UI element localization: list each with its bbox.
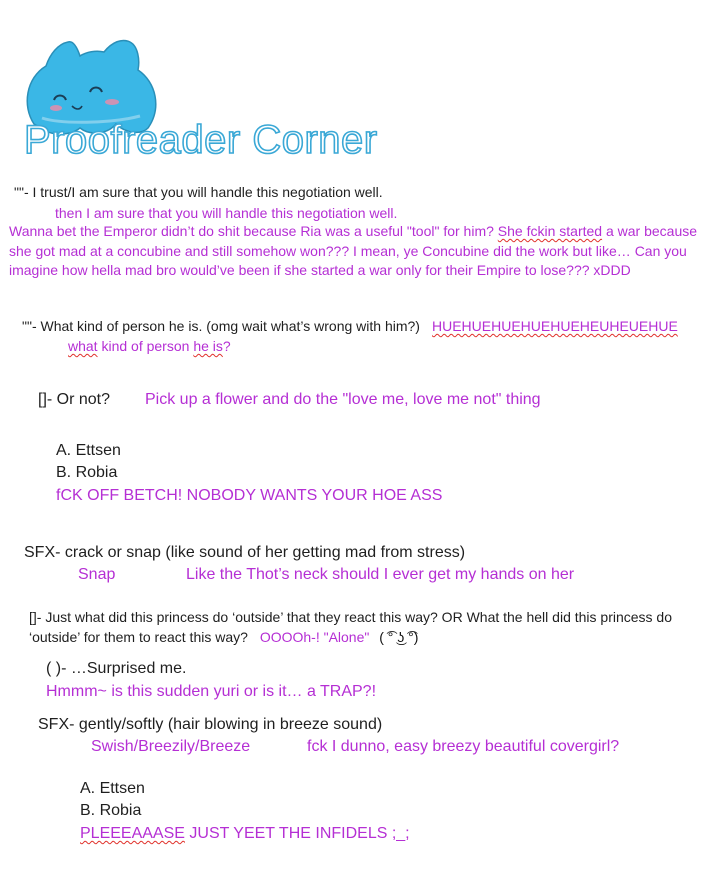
- comment-line-5: [186, 566, 574, 584]
- page-title: Proofreader Corner: [24, 118, 378, 162]
- comment-part-c: a war because she got mad at a concubine and still somehow won??? I mean, ye Concubine did the work but like… Can you imagine how hella mad bro would’ve been if she started a war only for their Empire to lose??? xDDD: [9, 223, 698, 278]
- comment-line-3: Pick up a flower and do the "love me, love me not" thing: [145, 391, 541, 408]
- laugh-comment: HUEHUEHUEHUEHUEHEUHEUEHUE: [432, 318, 678, 334]
- option-b-1: B. Robia: [56, 464, 118, 481]
- comment-line-6: OOOOh-! "Alone": [259, 629, 370, 645]
- lenny-face: ( ͡° ͜ʖ ͡°): [379, 629, 419, 645]
- fix-line-2: [68, 338, 231, 354]
- comment-9a: PLEEEAAASE: [80, 825, 185, 842]
- fix-part-a: what: [68, 338, 98, 354]
- comment-part-b: She fckin started: [497, 223, 603, 239]
- fix-line-5: Snap: [78, 566, 116, 583]
- original-line-2: ""- What kind of person he is. (omg wait what’s wrong with him?): [22, 318, 420, 334]
- comment-line-8: fck I dunno, easy breezy beautiful covergirl?: [307, 738, 620, 755]
- fix-part-b: kind of person: [97, 338, 194, 354]
- comment-line-7: Hmmm~ is this sudden yuri or is it… a TRAP?!: [46, 683, 377, 700]
- original-line-6b-row: [29, 629, 418, 645]
- original-line-8: SFX- gently/softly (hair blowing in breeze sound): [38, 716, 383, 733]
- comment-9b: JUST YEET THE INFIDELS ;_;: [184, 825, 410, 842]
- original-line-3: []- Or not?: [38, 391, 111, 408]
- original-line-6b: ‘outside’ for them to react this way?: [29, 629, 248, 645]
- comment-line-9: [80, 825, 410, 843]
- original-line-6a: []- Just what did this princess do ‘outside’ that they react this way? OR What the hell did this princess do: [29, 609, 673, 625]
- fix-part-d: ?: [222, 338, 231, 354]
- comment-paragraph-1: [9, 222, 713, 281]
- comment-line-4: fCK OFF BETCH! NOBODY WANTS YOUR HOE ASS: [56, 487, 443, 504]
- fix-part-c: he is: [193, 338, 223, 354]
- option-a-1: A. Ettsen: [56, 442, 121, 459]
- comment-part-a: Wanna bet the Emperor didn’t do shit because Ria was a useful "tool" for him?: [9, 223, 498, 239]
- comment-text-5: Like the Thot’s neck should I ever get my hands on her: [186, 566, 575, 583]
- option-b-2: B. Robia: [80, 802, 142, 819]
- fix-line-1: then I am sure that you will handle this negotiation well.: [55, 205, 398, 221]
- original-line-7: ( )- …Surprised me.: [46, 660, 187, 677]
- option-a-2: A. Ettsen: [80, 780, 145, 797]
- fix-line-8: Swish/Breezily/Breeze: [91, 738, 251, 755]
- original-line-1: ""- I trust/I am sure that you will handle this negotiation well.: [14, 184, 383, 200]
- original-line-5: SFX- crack or snap (like sound of her getting mad from stress): [24, 544, 466, 561]
